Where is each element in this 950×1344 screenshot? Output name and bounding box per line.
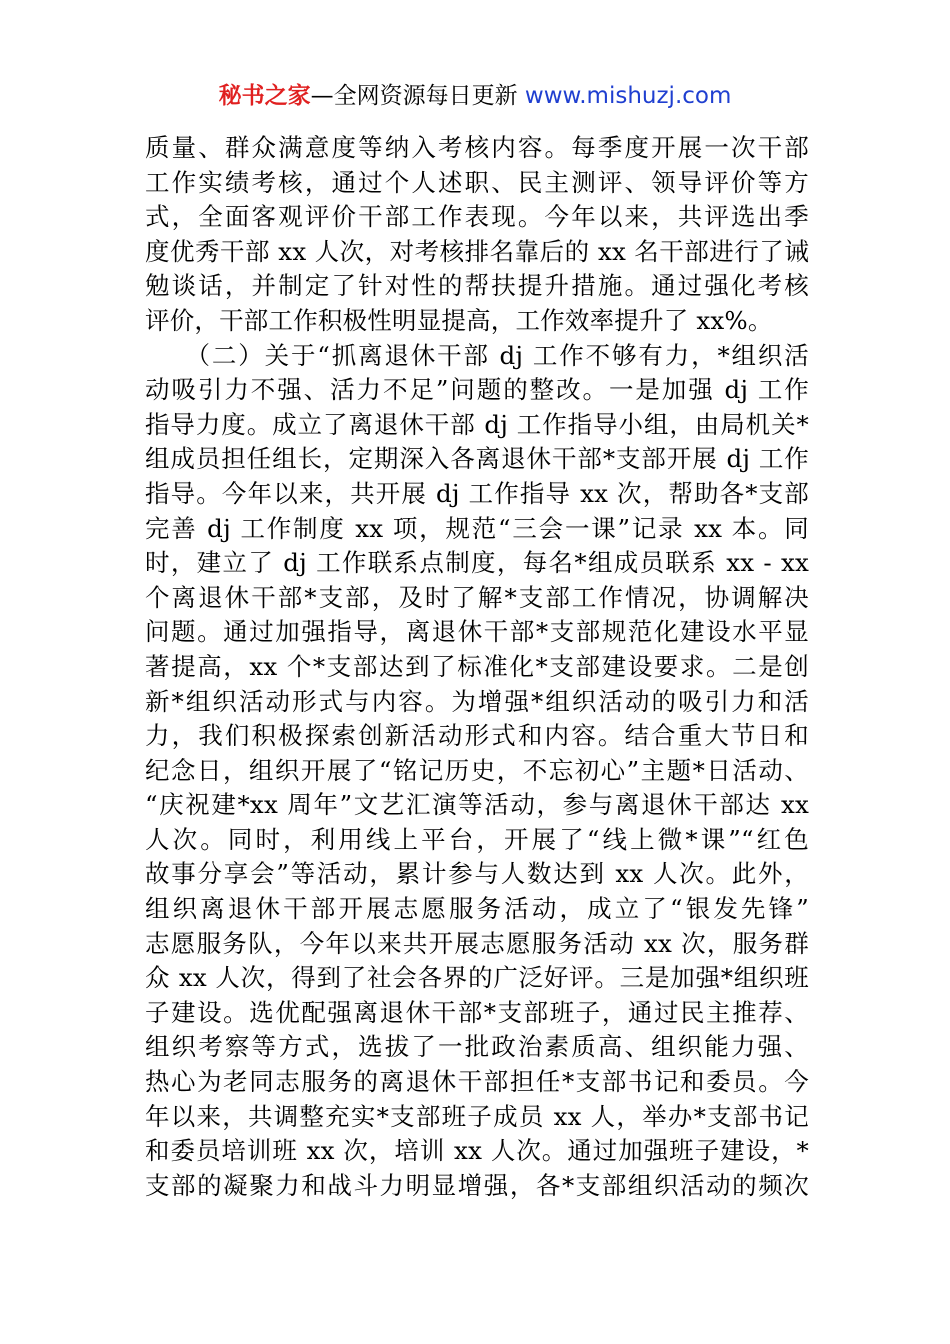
- body-line: 时，建立了 dj 工作联系点制度，每名*组成员联系 xx - xx: [145, 548, 809, 578]
- body-line: 指导力度。成立了离退休干部 dj 工作指导小组，由局机关*: [145, 409, 809, 439]
- body-line: 问题。通过加强指导，离退休干部*支部规范化建设水平显: [145, 617, 809, 647]
- body-line: 组成员担任组长，定期深入各离退休干部*支部开展 dj 工作: [145, 444, 809, 474]
- body-line: “庆祝建*xx 周年”文艺汇演等活动，参与离退休干部达 xx: [145, 790, 809, 820]
- site-header: [0, 80, 950, 112]
- site-url-link[interactable]: www.mishuzj.com: [524, 83, 732, 109]
- body-line: 式，全面客观评价干部工作表现。今年以来，共评选出季: [145, 202, 809, 232]
- site-brand: 秘书之家: [218, 83, 311, 109]
- site-tagline: —全网资源每日更新: [310, 83, 525, 109]
- body-line: 年以来，共调整充实*支部班子成员 xx 人，举办*支部书记: [145, 1101, 809, 1131]
- body-line: 勉谈话，并制定了针对性的帮扶提升措施。通过强化考核: [145, 271, 809, 301]
- body-line: 指导。今年以来，共开展 dj 工作指导 xx 次，帮助各*支部: [145, 478, 809, 508]
- body-line: 组织离退休干部开展志愿服务活动，成立了“银发先锋”: [145, 894, 809, 924]
- body-line: 个离退休干部*支部，及时了解*支部工作情况，协调解决: [145, 582, 809, 612]
- body-line: 度优秀干部 xx 人次，对考核排名靠后的 xx 名干部进行了诫: [145, 236, 809, 266]
- body-line: 力，我们积极探索创新活动形式和内容。结合重大节日和: [145, 721, 809, 751]
- body-line: 志愿服务队，今年以来共开展志愿服务活动 xx 次，服务群: [145, 928, 809, 958]
- body-line: 支部的凝聚力和战斗力明显增强，各*支部组织活动的频次: [145, 1170, 809, 1200]
- body-line: 著提高，xx 个*支部达到了标准化*支部建设要求。二是创: [145, 651, 809, 681]
- body-line: 子建设。选优配强离退休干部*支部班子，通过民主推荐、: [145, 997, 809, 1027]
- body-line: 众 xx 人次，得到了社会各界的广泛好评。三是加强*组织班: [145, 963, 809, 993]
- body-line: 组织考察等方式，选拔了一批政治素质高、组织能力强、: [145, 1032, 809, 1062]
- body-line: 质量、群众满意度等纳入考核内容。每季度开展一次干部: [145, 133, 809, 162]
- body-line: 新*组织活动形式与内容。为增强*组织活动的吸引力和活: [145, 686, 809, 716]
- body-line: （二）关于“抓离退休干部 dj 工作不够有力，*组织活: [145, 340, 809, 370]
- body-line: 故事分享会”等活动，累计参与人数达到 xx 人次。此外，: [145, 859, 809, 889]
- body-line: 工作实绩考核，通过个人述职、民主测评、领导评价等方: [145, 167, 809, 197]
- body-line: 纪念日，组织开展了“铭记历史，不忘初心”主题*日活动、: [145, 755, 809, 785]
- body-line: 人次。同时，利用线上平台，开展了“线上微*课”“红色: [145, 824, 809, 854]
- body-line: 和委员培训班 xx 次，培训 xx 人次。通过加强班子建设，*: [145, 1136, 809, 1166]
- body-line: 完善 dj 工作制度 xx 项，规范“三会一课”记录 xx 本。同: [145, 513, 809, 543]
- body-line: 热心为老同志服务的离退休干部担任*支部书记和委员。今: [145, 1067, 809, 1097]
- document-body: [145, 131, 809, 1203]
- body-line: 动吸引力不强、活力不足”问题的整改。一是加强 dj 工作: [145, 375, 809, 405]
- body-line: 评价，干部工作积极性明显提高，工作效率提升了 xx%。: [145, 305, 773, 335]
